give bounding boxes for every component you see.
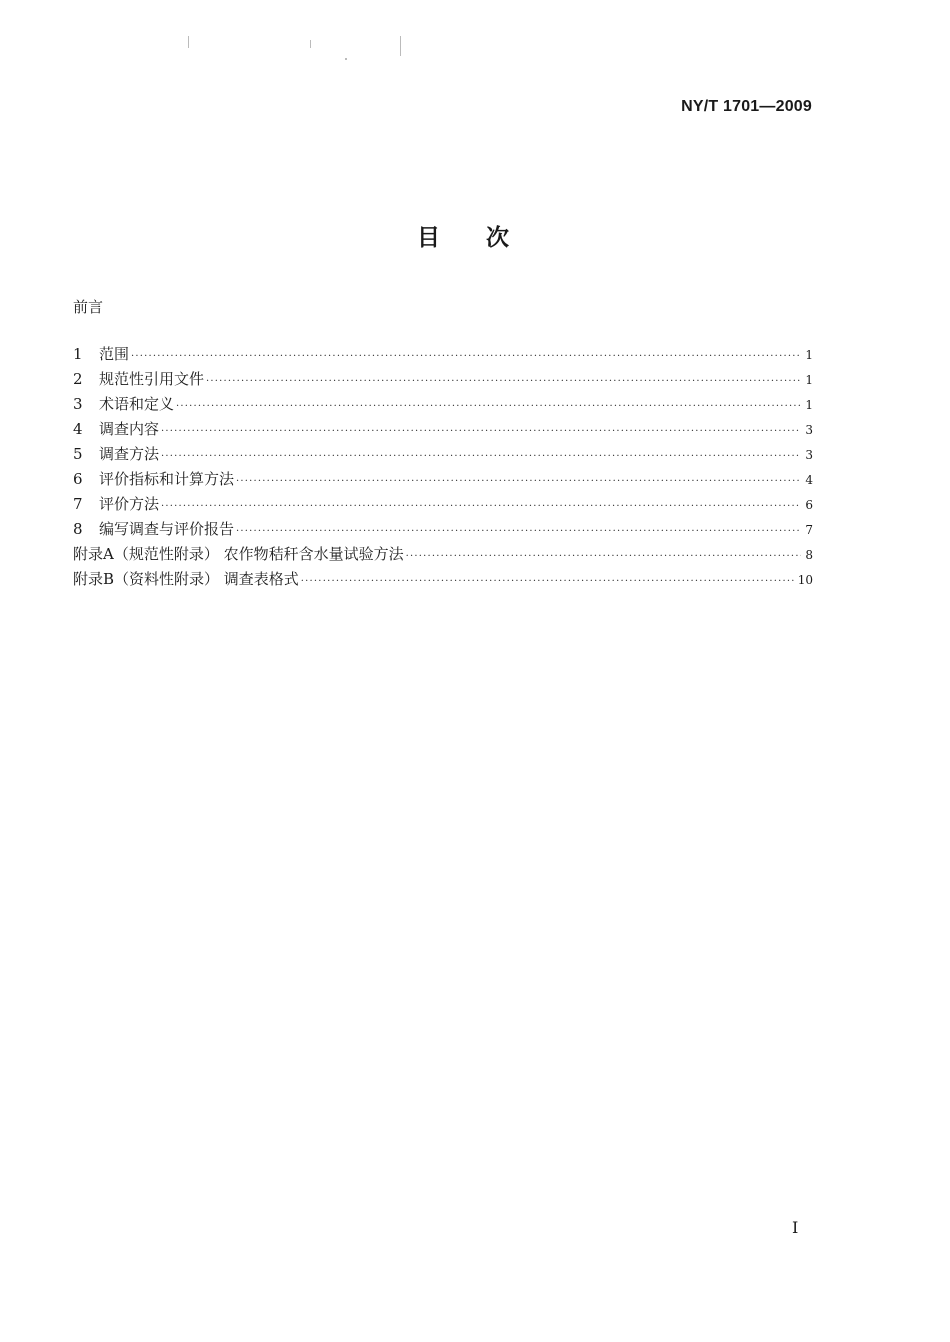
- toc-entry-label: 调查内容: [99, 420, 160, 438]
- scan-speck: [310, 40, 311, 48]
- table-of-contents: [73, 342, 813, 592]
- toc-entry-page: 3: [805, 448, 813, 462]
- scan-speck: [188, 36, 189, 48]
- toc-leader-dots: [161, 444, 801, 469]
- toc-entry[interactable]: [73, 367, 813, 392]
- toc-leader-dots: [301, 569, 796, 594]
- toc-entry-page: 7: [805, 523, 813, 537]
- toc-entry-label: 编写调查与评价报告: [99, 520, 235, 538]
- toc-leader-dots: [206, 369, 801, 394]
- toc-entry-number: 7: [73, 495, 83, 513]
- toc-entry-page: 6: [805, 498, 813, 512]
- toc-entry[interactable]: [73, 467, 813, 492]
- toc-leader-dots: [176, 394, 801, 419]
- toc-entry-label: 调查方法: [99, 445, 160, 463]
- scan-speck: [400, 36, 401, 56]
- toc-entry[interactable]: [73, 517, 813, 542]
- toc-entry[interactable]: [73, 442, 813, 467]
- toc-entry-label: 规范性引用文件: [99, 370, 205, 388]
- toc-entry-number: 5: [73, 445, 83, 463]
- toc-entry-label: 术语和定义: [99, 395, 175, 413]
- toc-leader-dots: [161, 419, 801, 444]
- toc-leader-dots: [406, 544, 801, 569]
- scan-speck: [345, 58, 347, 60]
- toc-entry-appendix[interactable]: [73, 542, 813, 567]
- page-title: 目次: [417, 225, 555, 251]
- toc-entry-page: 1: [805, 348, 813, 362]
- toc-leader-dots: [131, 344, 801, 369]
- toc-entry-label: 范围: [99, 345, 130, 363]
- toc-entry-number: 3: [73, 395, 83, 413]
- toc-entry-number: 4: [73, 420, 83, 438]
- toc-entry-number: 1: [73, 345, 83, 363]
- toc-entry-number: 2: [73, 370, 83, 388]
- toc-entry-label: 附录B（资料性附录） 调查表格式: [73, 570, 299, 588]
- toc-entry-page: 1: [805, 398, 813, 412]
- toc-entry-page: 3: [805, 423, 813, 437]
- toc-entry[interactable]: [73, 342, 813, 367]
- toc-entry-label: 评价方法: [99, 495, 160, 513]
- toc-entry-page: 1: [805, 373, 813, 387]
- toc-leader-dots: [161, 494, 801, 519]
- toc-entry-page: 4: [805, 473, 813, 487]
- toc-entry-appendix[interactable]: [73, 567, 813, 592]
- toc-entry[interactable]: [73, 492, 813, 517]
- toc-leader-dots: [236, 519, 801, 544]
- page-number: I: [792, 1218, 799, 1237]
- toc-entry-page: 10: [797, 573, 813, 587]
- toc-entry-label: 附录A（规范性附录） 农作物秸秆含水量试验方法: [73, 545, 404, 563]
- toc-preface: 前言: [73, 298, 104, 316]
- toc-entry[interactable]: [73, 392, 813, 417]
- standard-code: NY/T 1701—2009: [681, 98, 812, 115]
- toc-leader-dots: [236, 469, 801, 494]
- toc-entry-number: 8: [73, 520, 83, 538]
- toc-entry-label: 评价指标和计算方法: [99, 470, 235, 488]
- toc-entry-page: 8: [805, 548, 813, 562]
- toc-entry[interactable]: [73, 417, 813, 442]
- toc-entry-number: 6: [73, 470, 83, 488]
